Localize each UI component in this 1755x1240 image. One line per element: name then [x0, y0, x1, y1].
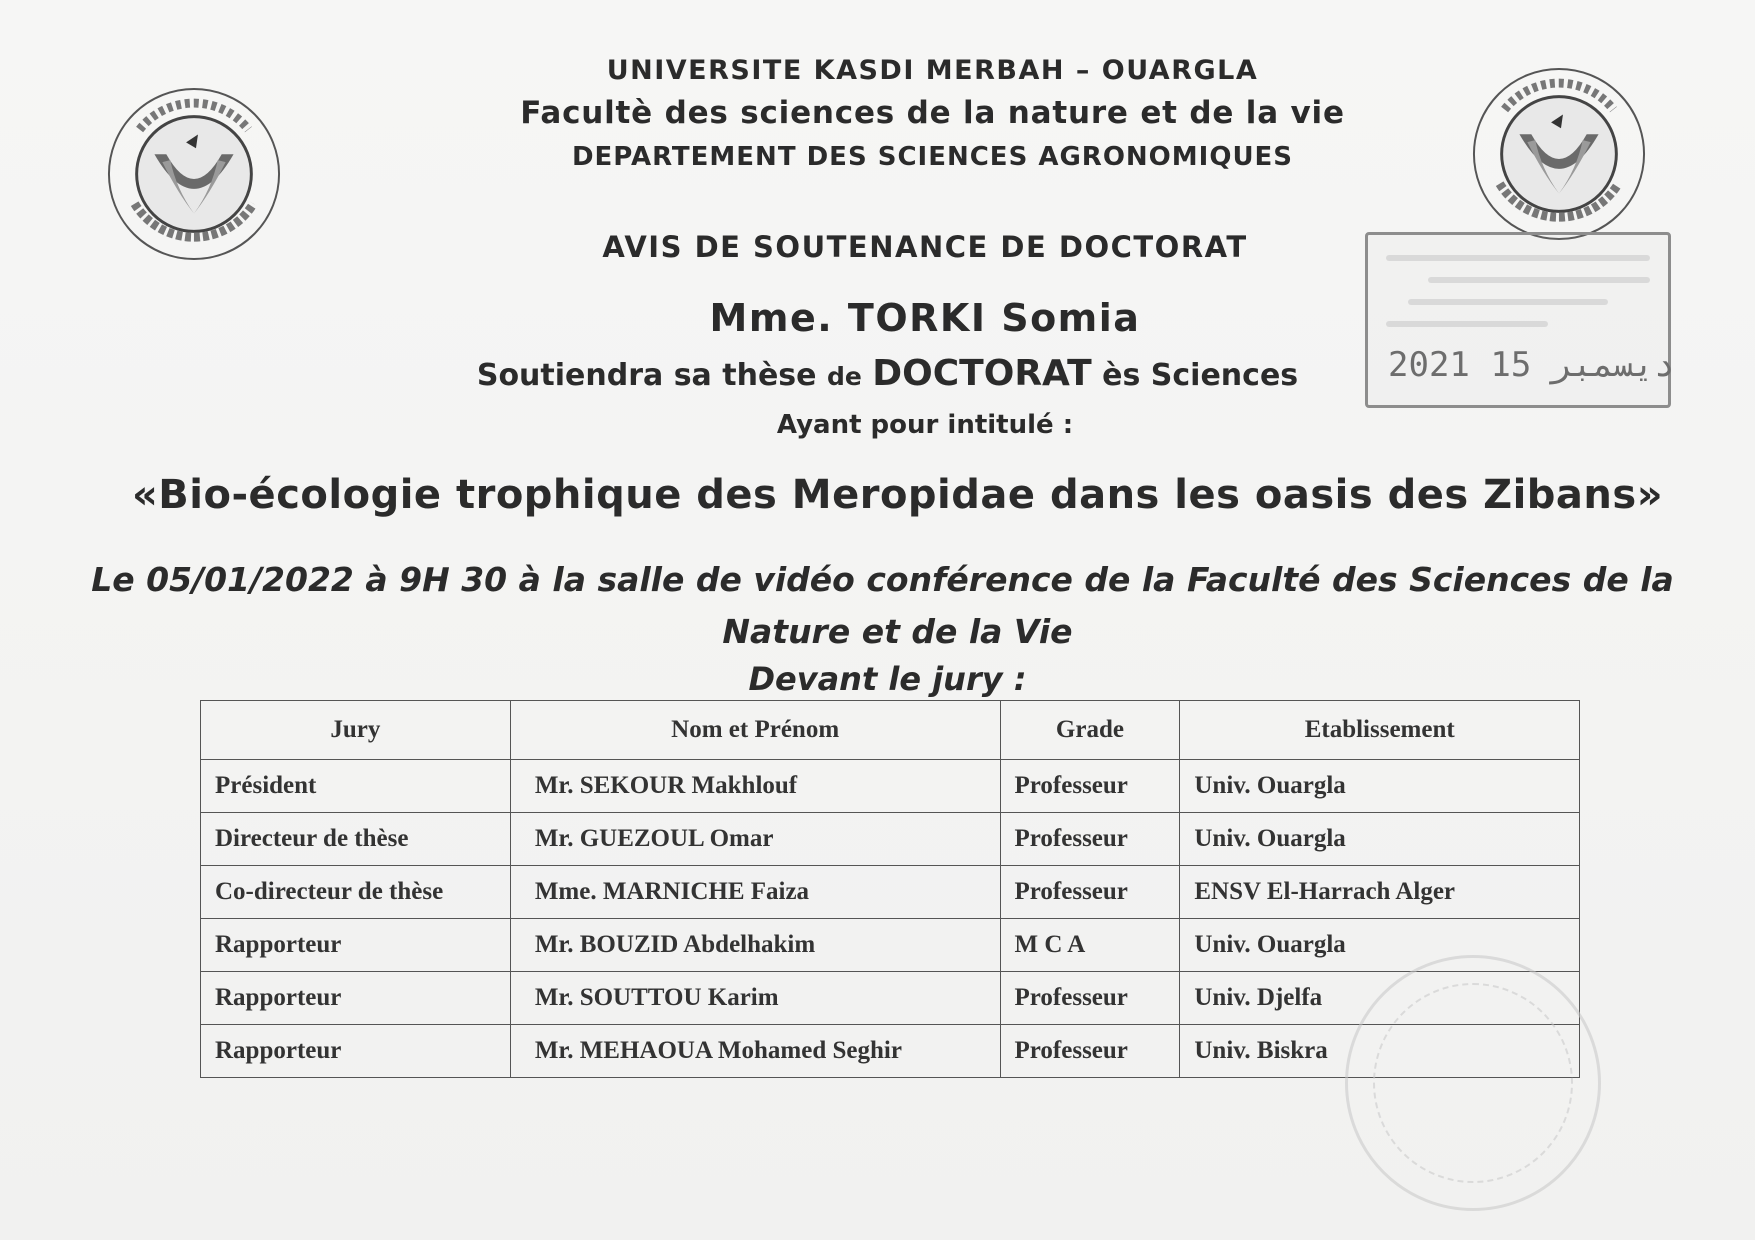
defense-date-line-1: Le 05/01/2022 à 9H 30 à la salle de vidéo conférence de la Faculté des Sciences de la	[91, 560, 1674, 599]
jury-member-name: Mr. BOUZID Abdelhakim	[510, 919, 1000, 972]
candidate-name: Mme. TORKI Somia	[709, 296, 1141, 340]
jury-institution: Univ. Biskra	[1180, 1025, 1580, 1078]
jury-member-name: Mr. GUEZOUL Omar	[510, 813, 1000, 866]
defense-date-line-2: Nature et de la Vie	[722, 612, 1073, 651]
jury-institution: Univ. Ouargla	[1180, 760, 1580, 813]
jury-institution: Univ. Ouargla	[1180, 813, 1580, 866]
jury-grade: M C A	[1000, 919, 1180, 972]
column-header-jury: Jury	[201, 701, 511, 760]
column-header-grade: Grade	[1000, 701, 1180, 760]
jury-grade: Professeur	[1000, 760, 1180, 813]
jury-heading: Devant le jury :	[748, 660, 1027, 698]
jury-role: Rapporteur	[201, 919, 511, 972]
thesis-title: «Bio-écologie trophique des Meropidae dans les oasis des Zibans»	[131, 472, 1664, 518]
faculty-name: Facultè des sciences de la nature et de la vie	[520, 95, 1345, 131]
stamp-date-text: 2021 ديسمبر 15	[1388, 345, 1675, 385]
column-header-name: Nom et Prénom	[510, 701, 1000, 760]
table-row	[201, 813, 1580, 866]
university-name: UNIVERSITE KASDI MERBAH – OUARGLA	[606, 55, 1259, 86]
table-row	[201, 760, 1580, 813]
jury-role: Rapporteur	[201, 1025, 511, 1078]
notice-heading: AVIS DE SOUTENANCE DE DOCTORAT	[602, 230, 1248, 264]
intitule-label: Ayant pour intitulé :	[776, 410, 1074, 440]
defense-statement-part: Soutiendra sa thèse	[476, 358, 817, 393]
jury-institution: Univ. Djelfa	[1180, 972, 1580, 1025]
jury-member-name: Mme. MARNICHE Faiza	[510, 866, 1000, 919]
jury-institution: Univ. Ouargla	[1180, 919, 1580, 972]
defense-statement	[0, 353, 1755, 394]
table-row	[201, 919, 1580, 972]
department-name: DEPARTEMENT DES SCIENCES AGRONOMIQUES	[571, 142, 1294, 172]
column-header-etablissement: Etablissement	[1180, 701, 1580, 760]
jury-table-header-row	[201, 701, 1580, 760]
jury-grade: Professeur	[1000, 813, 1180, 866]
jury-member-name: Mr. MEHAOUA Mohamed Seghir	[510, 1025, 1000, 1078]
table-row	[201, 866, 1580, 919]
jury-role: Co-directeur de thèse	[201, 866, 511, 919]
jury-grade: Professeur	[1000, 1025, 1180, 1078]
jury-institution: ENSV El-Harrach Alger	[1180, 866, 1580, 919]
official-round-stamp	[1345, 955, 1601, 1211]
jury-grade: Professeur	[1000, 866, 1180, 919]
defense-statement-degree: DOCTORAT	[872, 353, 1092, 394]
jury-role: Président	[201, 760, 511, 813]
jury-grade: Professeur	[1000, 972, 1180, 1025]
defense-statement-part: de	[826, 362, 862, 391]
jury-role: Directeur de thèse	[201, 813, 511, 866]
jury-role: Rapporteur	[201, 972, 511, 1025]
defense-statement-part: ès Sciences	[1102, 358, 1299, 393]
jury-member-name: Mr. SOUTTOU Karim	[510, 972, 1000, 1025]
jury-member-name: Mr. SEKOUR Makhlouf	[510, 760, 1000, 813]
